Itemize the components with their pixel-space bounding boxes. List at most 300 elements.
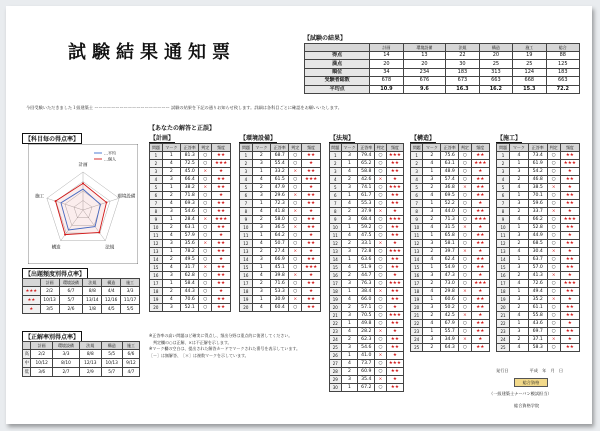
- freq-cell: ★★★: [23, 287, 41, 296]
- answer-cell: ★★: [212, 224, 231, 232]
- answer-cell: 51.9: [358, 264, 375, 272]
- answer-cell: ★★: [302, 152, 321, 160]
- note-line: ［ー］は無解答、［＊］は複数マークを示しています。: [149, 352, 249, 358]
- table-row: [305, 68, 580, 76]
- answer-cell: 63.1: [181, 224, 199, 232]
- answer-cell: 54.9: [441, 264, 459, 272]
- answer-cell: ★★: [386, 344, 403, 352]
- answer-cell: 33.1: [358, 240, 375, 248]
- acc-header: 施工: [122, 342, 139, 350]
- answer-cell: 2: [341, 304, 358, 312]
- answer-cell: 37.9: [358, 208, 375, 216]
- answer-cell: ★★: [386, 288, 403, 296]
- answer-cell: 1: [510, 160, 529, 168]
- answer-cell: 1: [341, 256, 358, 264]
- answer-cell: ★: [560, 272, 579, 280]
- answer-cell: ★★★: [302, 264, 321, 272]
- answer-cell: 50.7: [271, 240, 289, 248]
- answer-cell: 2: [162, 168, 180, 176]
- answer-cell: 3: [150, 168, 163, 176]
- answer-cell: ★: [212, 256, 231, 264]
- answer-cell: 5: [330, 184, 342, 192]
- answer-row: [497, 256, 580, 264]
- summary-cell: 673: [446, 77, 479, 85]
- section-header: マーク: [423, 144, 441, 152]
- answer-cell: 2: [341, 176, 358, 184]
- section-header: 頻度: [471, 144, 489, 152]
- answer-cell: 13: [497, 248, 510, 256]
- summary-cell: 663: [479, 77, 512, 85]
- answer-cell: ○: [547, 192, 560, 200]
- answer-cell: ★★: [212, 152, 231, 160]
- answer-cell: ★★★: [212, 216, 231, 224]
- answer-cell: ○: [459, 232, 471, 240]
- answer-cell: 2: [341, 240, 358, 248]
- answer-cell: 14: [240, 256, 253, 264]
- answer-cell: ○: [459, 200, 471, 208]
- answer-row: [330, 376, 404, 384]
- answer-cell: ★★: [302, 280, 321, 288]
- answer-cell: ○: [199, 192, 212, 200]
- answer-cell: 11: [240, 232, 253, 240]
- freq-header: 環境設備: [59, 279, 83, 287]
- answer-cell: 4: [252, 304, 270, 312]
- answer-cell: ○: [199, 272, 212, 280]
- answer-cell: 2: [330, 160, 342, 168]
- freq-cell: 5/7: [59, 296, 83, 305]
- answer-cell: ×: [199, 168, 212, 176]
- answer-cell: 54.6: [358, 344, 375, 352]
- answer-cell: 4: [423, 256, 441, 264]
- acc-cell: 2/9: [80, 368, 101, 377]
- answer-cell: 18: [150, 288, 163, 296]
- answer-cell: 1: [341, 384, 358, 392]
- answer-row: [497, 336, 580, 344]
- answer-cell: ○: [375, 160, 387, 168]
- answer-cell: 4: [252, 272, 270, 280]
- answer-row: [150, 208, 231, 216]
- answer-cell: 72.8: [358, 248, 375, 256]
- answer-cell: ★★: [386, 320, 403, 328]
- answer-cell: 76.3: [358, 280, 375, 288]
- section-header: 判定: [459, 144, 471, 152]
- answer-cell: ★: [471, 224, 489, 232]
- answer-cell: 1: [423, 200, 441, 208]
- answer-cell: 36.5: [271, 224, 289, 232]
- table-row: [305, 60, 580, 68]
- answer-cell: ○: [459, 240, 471, 248]
- answer-cell: 1: [497, 152, 510, 160]
- answer-cell: ○: [289, 200, 302, 208]
- answer-cell: 57.1: [358, 304, 375, 312]
- answer-cell: ○: [289, 288, 302, 296]
- answer-cell: ○: [375, 192, 387, 200]
- summary-cell: 234: [403, 68, 446, 76]
- answer-row: [240, 280, 321, 288]
- answer-cell: ○: [289, 152, 302, 160]
- answer-cell: 27.4: [271, 248, 289, 256]
- answer-cell: 55.3: [358, 200, 375, 208]
- answer-cell: ×: [289, 248, 302, 256]
- answer-row: [240, 248, 321, 256]
- answer-row: [240, 192, 321, 200]
- answer-cell: ×: [459, 288, 471, 296]
- answer-cell: 7: [411, 200, 423, 208]
- summary-header: 法規: [446, 44, 479, 52]
- answer-cell: 5: [497, 184, 510, 192]
- section-header: 正答率: [441, 144, 459, 152]
- table-row: [23, 350, 140, 359]
- answer-row: [150, 240, 231, 248]
- answer-cell: ★★: [386, 264, 403, 272]
- answer-cell: 2: [162, 192, 180, 200]
- answer-cell: 59.6: [528, 200, 547, 208]
- school-name: （一級建築士ナーバン模試担当）: [489, 391, 552, 396]
- freq-header: 法規: [83, 279, 102, 287]
- answer-cell: 10: [330, 224, 342, 232]
- acc-cell: 3/3: [52, 350, 79, 359]
- answer-cell: ★★: [212, 272, 231, 280]
- answer-cell: 4: [510, 312, 529, 320]
- answer-cell: 2: [341, 208, 358, 216]
- freq-cell: 4/5: [102, 305, 121, 314]
- answer-cell: ★★★: [386, 248, 403, 256]
- answer-cell: ○: [375, 216, 387, 224]
- answer-cell: 3: [411, 168, 423, 176]
- answer-cell: 11: [411, 232, 423, 240]
- answer-cell: 17: [411, 280, 423, 288]
- radar-axis-label: 構造: [51, 245, 61, 251]
- answer-row: [330, 360, 404, 368]
- acc-cell: 5/7: [101, 368, 122, 377]
- answer-cell: ○: [547, 216, 560, 224]
- answer-cell: 4: [341, 232, 358, 240]
- answer-cell: 60.9: [358, 368, 375, 376]
- answer-cell: ★: [386, 352, 403, 360]
- answer-cell: 4: [162, 296, 180, 304]
- answer-cell: ★: [471, 336, 489, 344]
- answer-cell: 2: [423, 216, 441, 224]
- answer-cell: 65.8: [441, 232, 459, 240]
- answer-cell: 3: [423, 336, 441, 344]
- answer-cell: 19: [150, 296, 163, 304]
- answer-cell: ×: [459, 248, 471, 256]
- answer-row: [411, 288, 490, 296]
- answer-cell: 70.1: [528, 192, 547, 200]
- answer-cell: 29.8: [441, 288, 459, 296]
- section-header: マーク: [341, 144, 358, 152]
- answer-cell: ★★: [386, 336, 403, 344]
- answer-row: [411, 224, 490, 232]
- answer-cell: 6: [330, 192, 342, 200]
- summary-cell: 313: [479, 68, 512, 76]
- answer-cell: ○: [199, 152, 212, 160]
- answer-cell: ★★: [560, 344, 579, 352]
- answer-row: [497, 304, 580, 312]
- answer-cell: ★: [471, 288, 489, 296]
- answer-cell: ○: [375, 152, 387, 160]
- answer-row: [330, 304, 404, 312]
- answer-cell: ○: [459, 208, 471, 216]
- answer-cell: 35.2: [528, 296, 547, 304]
- acc-cell: 10/13: [101, 359, 122, 368]
- answer-row: [150, 232, 231, 240]
- answer-cell: 25: [330, 344, 342, 352]
- section-table: [329, 143, 404, 392]
- answer-cell: 17: [330, 280, 342, 288]
- answer-cell: ○: [289, 256, 302, 264]
- radar-chart: [28, 144, 138, 264]
- answer-cell: ★: [471, 312, 489, 320]
- answer-cell: 10: [411, 224, 423, 232]
- answer-cell: ★★: [471, 256, 489, 264]
- answer-cell: 2: [252, 184, 270, 192]
- answer-cell: 20: [240, 304, 253, 312]
- answer-cell: 4: [423, 320, 441, 328]
- answer-cell: 3: [252, 192, 270, 200]
- acc-cell: 4/7: [122, 368, 139, 377]
- answer-cell: ★★: [560, 152, 579, 160]
- section-header: 正答率: [528, 144, 547, 152]
- answer-cell: ○: [459, 280, 471, 288]
- answer-cell: 2: [341, 336, 358, 344]
- summary-cell: 15.3: [513, 85, 546, 93]
- answer-cell: 1: [162, 184, 180, 192]
- answer-cell: ○: [375, 200, 387, 208]
- answer-cell: 63.6: [358, 256, 375, 264]
- answer-cell: ○: [547, 176, 560, 184]
- answer-row: [330, 288, 404, 296]
- answer-row: [411, 216, 490, 224]
- answer-row: [330, 248, 404, 256]
- header-row: [23, 342, 140, 350]
- answer-row: [240, 208, 321, 216]
- section-table: [239, 143, 321, 312]
- answer-row: [330, 344, 404, 352]
- answer-cell: 12: [240, 240, 253, 248]
- answer-cell: ★★: [471, 264, 489, 272]
- answer-cell: 1: [252, 296, 270, 304]
- section-header: 正答率: [181, 144, 199, 152]
- answer-cell: 3: [341, 184, 358, 192]
- answer-cell: 17: [240, 280, 253, 288]
- answer-row: [497, 272, 580, 280]
- answer-row: [497, 320, 580, 328]
- answer-cell: 2: [252, 216, 270, 224]
- answer-cell: 13: [240, 248, 253, 256]
- answer-cell: 3: [341, 248, 358, 256]
- answer-cell: 70.5: [358, 312, 375, 320]
- answer-cell: 1: [341, 288, 358, 296]
- answer-cell: 9: [411, 216, 423, 224]
- radar-label: 【科目毎の得点率】: [22, 133, 82, 144]
- answer-cell: 2: [423, 280, 441, 288]
- answer-cell: 19: [330, 296, 342, 304]
- answer-cell: 21: [497, 312, 510, 320]
- answer-cell: ★★: [212, 176, 231, 184]
- answer-row: [330, 192, 404, 200]
- answer-cell: 4: [510, 184, 529, 192]
- answer-cell: 2: [252, 152, 270, 160]
- answer-cell: ○: [199, 304, 212, 312]
- answer-cell: 44.0: [441, 208, 459, 216]
- freq-cell: 4/4: [102, 287, 121, 296]
- answer-row: [330, 272, 404, 280]
- answer-cell: 2: [162, 256, 180, 264]
- answer-cell: 33.7: [528, 208, 547, 216]
- answer-cell: 4: [252, 176, 270, 184]
- answer-cell: ★★: [471, 344, 489, 352]
- answer-row: [330, 200, 404, 208]
- answer-row: [330, 232, 404, 240]
- answer-cell: ★★: [386, 232, 403, 240]
- section-header: 頻度: [302, 144, 321, 152]
- answer-cell: 61.7: [358, 192, 375, 200]
- answer-cell: 66.9: [271, 256, 289, 264]
- answer-cell: ○: [547, 280, 560, 288]
- answer-cell: ○: [547, 256, 560, 264]
- answer-cell: 3: [330, 168, 342, 176]
- answer-row: [330, 216, 404, 224]
- answer-cell: 20: [497, 304, 510, 312]
- answer-cell: ★★: [212, 248, 231, 256]
- answer-row: [330, 256, 404, 264]
- answer-row: [411, 152, 490, 160]
- answer-row: [411, 296, 490, 304]
- answer-cell: ★★: [471, 232, 489, 240]
- answer-cell: 29: [330, 376, 342, 384]
- section-header: 頻度: [386, 144, 403, 152]
- answer-row: [240, 168, 321, 176]
- answer-cell: ★★: [386, 192, 403, 200]
- answer-cell: 8: [240, 208, 253, 216]
- answer-cell: 3: [510, 232, 529, 240]
- freq-cell: 11/17: [121, 296, 140, 305]
- answer-cell: ★★: [560, 192, 579, 200]
- answer-cell: 62.4: [441, 256, 459, 264]
- answer-row: [411, 320, 490, 328]
- answer-cell: ○: [289, 184, 302, 192]
- answer-row: [240, 200, 321, 208]
- answer-cell: ★★★: [386, 280, 403, 288]
- section-table: [149, 143, 231, 312]
- answer-cell: ★★: [471, 240, 489, 248]
- answer-cell: 28: [330, 368, 342, 376]
- answer-cell: 1: [510, 192, 529, 200]
- answer-cell: 18: [240, 288, 253, 296]
- answer-row: [330, 176, 404, 184]
- note-line: ※正答率の高い問題ほど確実に得点し、頻出分野は重点的に復習してください。: [149, 333, 293, 338]
- summary-header: 構造: [479, 44, 512, 52]
- answer-cell: 3: [423, 240, 441, 248]
- answer-cell: 59.2: [358, 224, 375, 232]
- answer-cell: ○: [199, 208, 212, 216]
- answer-row: [150, 200, 231, 208]
- school-footer: 総合資格学院: [514, 403, 540, 408]
- answer-cell: ○: [547, 160, 560, 168]
- acc-cell: 5/5: [101, 350, 122, 359]
- answer-cell: 61.5: [271, 176, 289, 184]
- answer-cell: ○: [199, 296, 212, 304]
- answer-cell: ★: [471, 168, 489, 176]
- issue-date: 発行日 平成 年 月 日: [496, 368, 564, 373]
- answer-cell: 6: [497, 192, 510, 200]
- answer-cell: 3: [510, 264, 529, 272]
- answer-cell: 72.5: [181, 160, 199, 168]
- answer-cell: 4: [240, 176, 253, 184]
- answer-row: [497, 296, 580, 304]
- freq-cell: 8/8: [83, 287, 102, 296]
- answer-cell: 47.9: [271, 184, 289, 192]
- answer-cell: 44.3: [181, 288, 199, 296]
- answer-row: [411, 280, 490, 288]
- answer-cell: 79.4: [358, 152, 375, 160]
- answer-row: [497, 264, 580, 272]
- answer-cell: ○: [289, 264, 302, 272]
- answer-cell: 2: [341, 368, 358, 376]
- answer-row: [411, 264, 490, 272]
- answer-cell: 16: [150, 272, 163, 280]
- answer-row: [330, 384, 404, 392]
- answer-cell: ○: [459, 264, 471, 272]
- answer-cell: 1: [162, 152, 180, 160]
- answer-cell: ★★: [560, 288, 579, 296]
- answer-cell: 3: [423, 208, 441, 216]
- answer-cell: 13: [150, 248, 163, 256]
- answer-cell: ★★: [471, 296, 489, 304]
- answer-cell: 16: [411, 272, 423, 280]
- header-row: [23, 279, 140, 287]
- answer-cell: 3: [341, 280, 358, 288]
- table-row: [305, 52, 580, 60]
- answer-cell: 66.4: [181, 176, 199, 184]
- answer-cell: ★★★: [386, 216, 403, 224]
- section-header: 正答率: [358, 144, 375, 152]
- answer-cell: 4: [162, 200, 180, 208]
- answer-cell: 2: [252, 248, 270, 256]
- answer-cell: ★★★: [560, 216, 579, 224]
- answer-cell: ○: [199, 256, 212, 264]
- answer-cell: 2: [510, 304, 529, 312]
- answer-cell: ★: [302, 160, 321, 168]
- answer-cell: ×: [375, 240, 387, 248]
- answer-cell: ○: [547, 304, 560, 312]
- answer-cell: ○: [199, 176, 212, 184]
- answer-row: [240, 216, 321, 224]
- answer-cell: ○: [375, 384, 387, 392]
- answer-row: [150, 192, 231, 200]
- answer-cell: 19: [411, 296, 423, 304]
- summary-header: 環境設備: [403, 44, 446, 52]
- answer-row: [497, 232, 580, 240]
- answer-cell: 9: [330, 216, 342, 224]
- answer-cell: 25: [497, 344, 510, 352]
- section-table: [496, 143, 580, 352]
- answer-cell: 47.3: [441, 272, 459, 280]
- answer-cell: 43.6: [528, 320, 547, 328]
- answer-cell: ★★: [212, 296, 231, 304]
- answer-cell: 1: [423, 296, 441, 304]
- answer-cell: ★★: [212, 280, 231, 288]
- answer-cell: ★★: [212, 200, 231, 208]
- section-header: 問題: [411, 144, 423, 152]
- freq-cell: ★: [23, 305, 41, 314]
- acc-header: 計画: [31, 342, 52, 350]
- answer-cell: ★★: [302, 256, 321, 264]
- answer-cell: ★★: [386, 160, 403, 168]
- acc-cell: 中: [23, 359, 31, 368]
- answer-cell: 5: [240, 184, 253, 192]
